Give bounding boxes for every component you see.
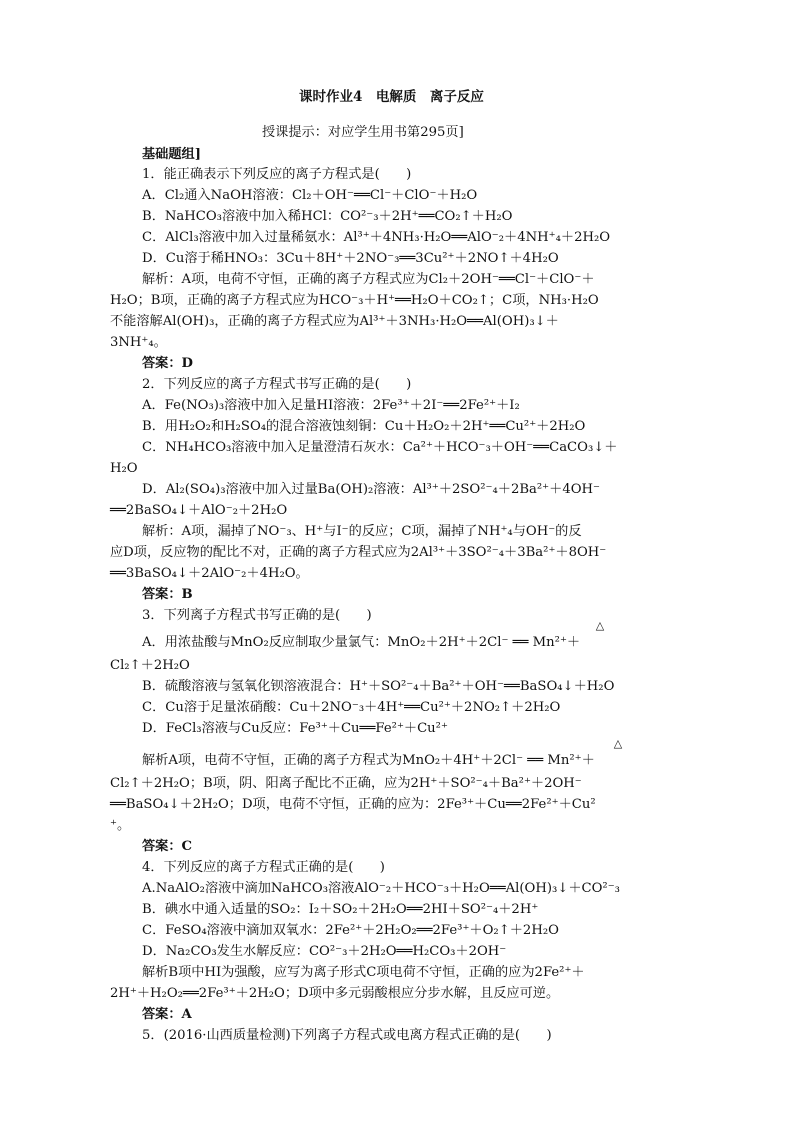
- answer-3: 答案：C: [142, 839, 193, 854]
- option-2b: B．用H₂O₂和H₂SO₄的混合溶液蚀刻铜：Cu＋H₂O₂＋2H⁺══Cu²⁺＋2H₂O: [142, 419, 586, 434]
- section-heading: 基础题组]: [142, 147, 201, 162]
- answer-1: 答案：D: [142, 356, 193, 371]
- analysis-4-line1: 解析B项中HI为强酸，应写为离子形式C项电荷不守恒，正确的应为2Fe²⁺＋: [142, 965, 585, 980]
- option-4b: B．碘水中通入适量的SO₂：I₂＋SO₂＋2H₂O══2HI＋SO²⁻₄＋2H⁺: [142, 902, 539, 917]
- heat-delta-symbol-2: △: [613, 737, 623, 750]
- option-4c: C．FeSO₄溶液中滴加双氧水：2Fe²⁺＋2H₂O₂══2Fe³⁺＋O₂↑＋2H₂O: [142, 923, 559, 938]
- question-3: 3．下列离子方程式书写正确的是( ): [142, 608, 372, 623]
- heat-delta-symbol: △: [595, 619, 605, 632]
- option-1d: D．Cu溶于稀HNO₃：3Cu＋8H⁺＋2NO⁻₃══3Cu²⁺＋2NO↑＋4H₂O: [142, 251, 559, 266]
- question-5: 5．(2016·山西质量检测)下列离子方程式或电离方程式正确的是( ): [142, 1028, 552, 1043]
- option-1c: C．AlCl₃溶液中加入过量稀氨水：Al³⁺＋4NH₃·H₂O══AlO⁻₂＋4NH⁺₄＋2H₂O: [142, 230, 611, 245]
- option-3b: B．硫酸溶液与氢氧化钡溶液混合：H⁺＋SO²⁻₄＋Ba²⁺＋OH⁻══BaSO₄↓＋H₂O: [142, 679, 615, 694]
- option-1a: A．Cl₂通入NaOH溶液：Cl₂＋OH⁻══Cl⁻＋ClO⁻＋H₂O: [142, 188, 478, 203]
- option-1b: B．NaHCO₃溶液中加入稀HCl：CO²⁻₃＋2H⁺══CO₂↑＋H₂O: [142, 209, 513, 224]
- analysis-1-line2: H₂O；B项，正确的离子方程式应为HCO⁻₃＋H⁺══H₂O＋CO₂↑；C项，NH₃·H₂O: [110, 293, 599, 308]
- option-3a: A．用浓盐酸与MnO₂反应制取少量氯气：MnO₂＋2H⁺＋2Cl⁻ ══ Mn²⁺＋: [142, 635, 581, 650]
- option-4d: D．Na₂CO₃发生水解反应：CO²⁻₃＋2H₂O══H₂CO₃＋2OH⁻: [142, 944, 507, 959]
- option-2a: A．Fe(NO₃)₃溶液中加入足量HI溶液：2Fe³⁺＋2I⁻══2Fe²⁺＋I₂: [142, 398, 520, 413]
- analysis-2-line3: ══3BaSO₄↓＋2AlO⁻₂＋4H₂O。: [110, 566, 309, 581]
- option-2c: C．NH₄HCO₃溶液中加入足量澄清石灰水：Ca²⁺＋HCO⁻₃＋OH⁻══CaCO₃↓＋: [142, 440, 618, 455]
- question-4: 4．下列反应的离子方程式正确的是( ): [142, 860, 385, 875]
- option-3c: C．Cu溶于足量浓硝酸：Cu＋2NO⁻₃＋4H⁺══Cu²⁺＋2NO₂↑＋2H₂O: [142, 700, 561, 715]
- option-2d-cont: ══2BaSO₄↓＋AlO⁻₂＋2H₂O: [110, 503, 288, 518]
- page-title: 课时作业4 电解质 离子反应: [299, 89, 484, 105]
- answer-4: 答案：A: [142, 1007, 192, 1022]
- question-1: 1．能正确表示下列反应的离子方程式是( ): [142, 167, 412, 182]
- analysis-1-line4: 3NH⁺₄。: [110, 335, 167, 350]
- option-3a-cont: Cl₂↑＋2H₂O: [110, 658, 190, 673]
- option-4a: A.NaAlO₂溶液中滴加NaHCO₃溶液AlO⁻₂＋HCO⁻₃＋H₂O══Al(OH)₃↓＋CO²⁻₃: [142, 881, 620, 896]
- analysis-3-line1: 解析A项，电荷不守恒，正确的离子方程式为MnO₂＋4H⁺＋2Cl⁻ ══ Mn²⁺＋: [142, 753, 595, 768]
- option-2d: D．Al₂(SO₄)₃溶液中加入过量Ba(OH)₂溶液：Al³⁺＋2SO²⁻₄＋2Ba²⁺＋4OH⁻: [142, 482, 600, 497]
- option-3d: D．FeCl₃溶液与Cu反应：Fe³⁺＋Cu══Fe²⁺＋Cu²⁺: [142, 721, 448, 736]
- answer-2: 答案：B: [142, 587, 193, 602]
- analysis-1-line1: 解析：A项，电荷不守恒，正确的离子方程式应为Cl₂＋2OH⁻══Cl⁻＋ClO⁻＋: [142, 272, 595, 287]
- analysis-3-line2: Cl₂↑＋2H₂O；B项，阴、阳离子配比不正确，应为2H⁺＋SO²⁻₄＋Ba²⁺＋2OH⁻: [110, 776, 582, 791]
- question-2: 2．下列反应的离子方程式书写正确的是( ): [142, 377, 412, 392]
- teaching-tip: 授课提示：对应学生用书第295页]: [262, 125, 464, 140]
- option-2c-cont: H₂O: [110, 461, 138, 476]
- analysis-3-line4: ⁺。: [110, 818, 131, 833]
- analysis-2-line1: 解析：A项，漏掉了NO⁻₃、H⁺与I⁻的反应；C项，漏掉了NH⁺₄与OH⁻的反: [142, 524, 582, 539]
- analysis-1-line3: 不能溶解Al(OH)₃，正确的离子方程式应为Al³⁺＋3NH₃·H₂O══Al(OH)₃↓＋: [110, 314, 559, 329]
- analysis-4-line2: 2H⁺＋H₂O₂══2Fe³⁺＋2H₂O；D项中多元弱酸根应分步水解，且反应可逆。: [110, 986, 560, 1001]
- analysis-3-line3: ══BaSO₄↓＋2H₂O；D项，电荷不守恒，正确的应为：2Fe³⁺＋Cu══2Fe²⁺＋Cu²: [110, 797, 596, 812]
- analysis-2-line2: 应D项，反应物的配比不对，正确的离子方程式应为2Al³⁺＋3SO²⁻₄＋3Ba²⁺＋8OH⁻: [110, 545, 607, 560]
